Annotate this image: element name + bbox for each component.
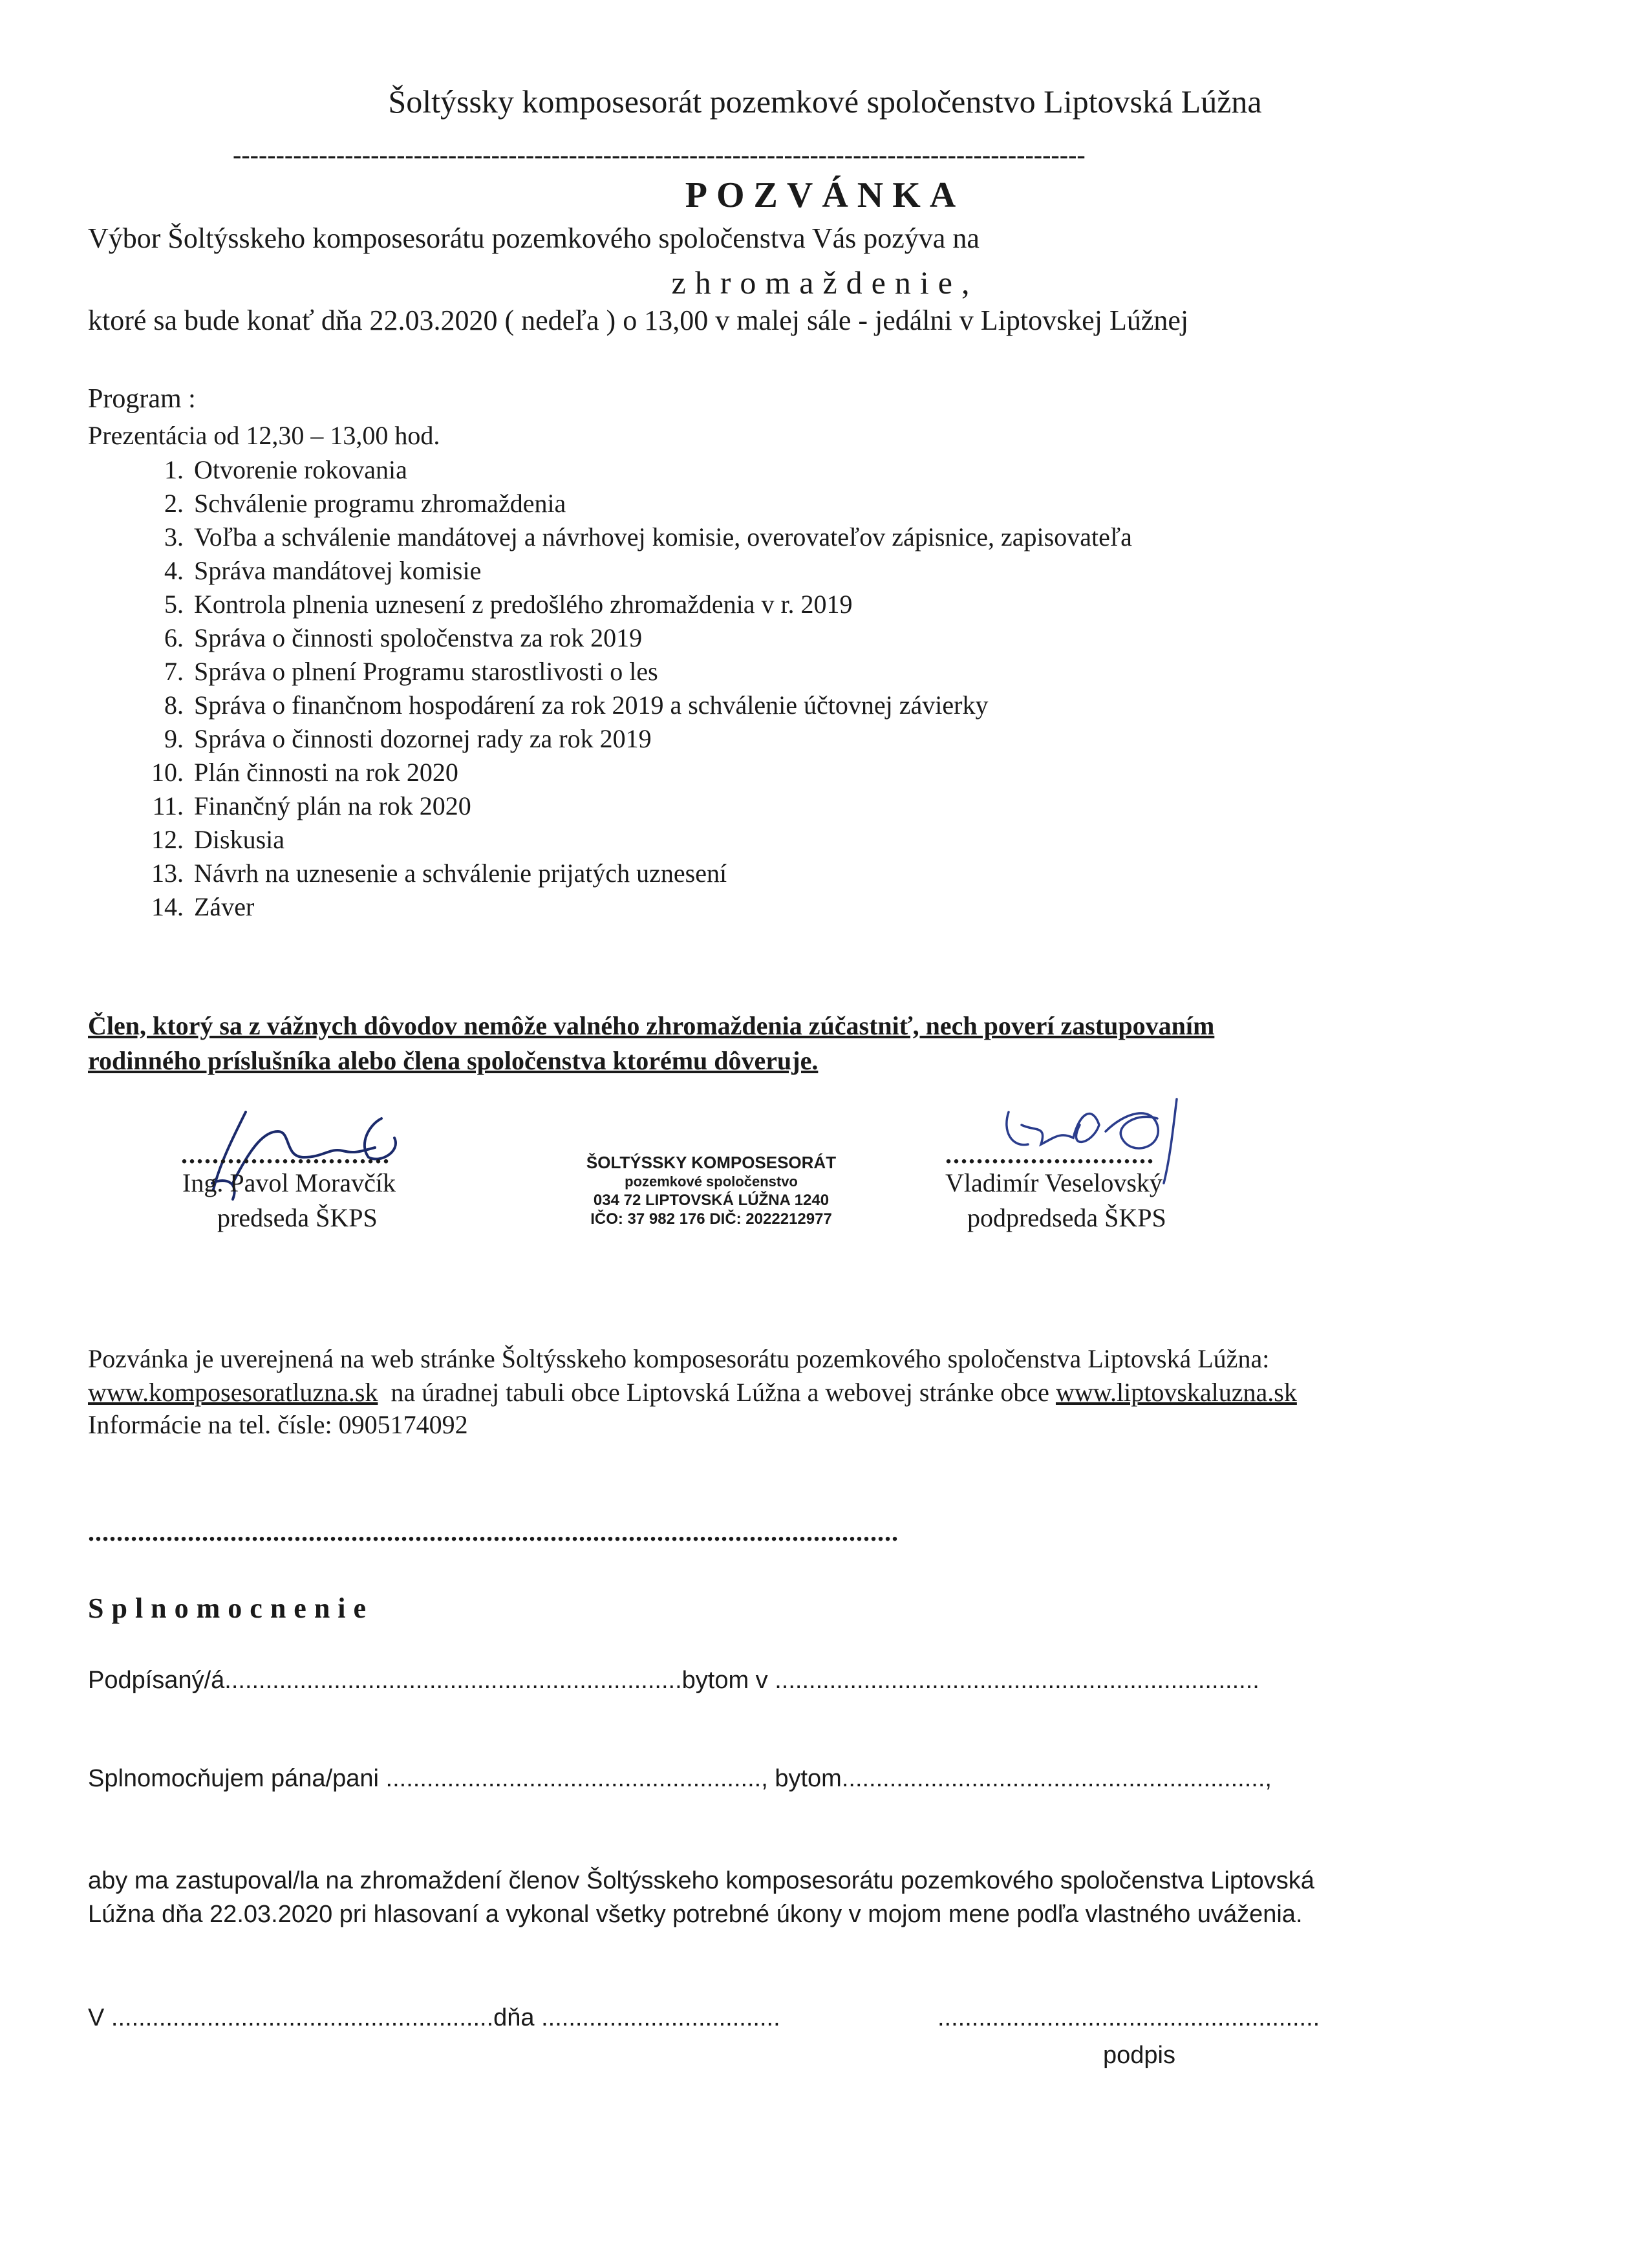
program-item-text: Diskusia [194, 825, 284, 854]
program-item-text: Kontrola plnenia uznesení z predošlého zhromaždenia v r. 2019 [194, 590, 853, 619]
program-item-text: Správa o činnosti dozornej rady za rok 2019 [194, 724, 652, 753]
contact-phone: Informácie na tel. čísle: 0905174092 [88, 1410, 468, 1439]
cut-line-separator: .................................................................................................................. [88, 1517, 899, 1546]
association-website-link[interactable]: www.komposesoratluzna.sk [88, 1378, 378, 1407]
event-word: zhromaždenie, [671, 264, 979, 301]
publication-text: na úradnej tabuli obce Liptovská Lúžna a webovej stránke obce [378, 1378, 1056, 1407]
program-item-text: Správa o plnení Programu starostlivosti o les [194, 657, 658, 686]
chairman-signature-line: ........................... [181, 1140, 391, 1169]
program-item-number: 13. [151, 859, 184, 888]
program-item-text: Finančný plán na rok 2020 [194, 791, 471, 820]
program-item [127, 555, 481, 586]
program-item-number: 1. [164, 455, 184, 484]
date-label: dňa [493, 2004, 535, 2031]
program-item-text: Správa o finančnom hospodárení za rok 2019 a schválenie účtovnej závierky [194, 690, 989, 720]
vice-chairman-name: Vladimír Veselovský [945, 1168, 1162, 1197]
header-divider: --------------------------------------------------------------------------------------------------- [233, 140, 1086, 169]
program-item [127, 757, 458, 787]
program-item [127, 522, 1132, 552]
program-item-text: Otvorenie rokovania [194, 455, 407, 484]
program-item-number: 10. [151, 758, 184, 787]
program-item-number: 11. [152, 791, 184, 820]
program-item [127, 892, 254, 922]
program-item-number: 5. [164, 590, 184, 619]
organization-name: Šoltýssky komposesorát pozemkové spoločenstvo Liptovská Lúžna [388, 83, 1262, 120]
program-item-text: Správa mandátovej komisie [194, 556, 482, 585]
chairman-name: Ing. Pavol Moravčík [182, 1168, 396, 1197]
authorization-text-line: Lúžna dňa 22.03.2020 pri hlasovaní a vykonal všetky potrebné úkony v mojom mene podľa vlastného uváženia. [88, 1901, 1303, 1928]
program-item-number: 6. [164, 623, 184, 652]
program-item-number: 7. [164, 657, 184, 686]
vice-chairman-signature-line: ........................... [945, 1140, 1155, 1169]
event-details: ktoré sa bude konať dňa 22.03.2020 ( nedeľa ) o 13,00 v malej sále - jedálni v Liptovskej Lúžnej [88, 305, 1189, 336]
proxy-residence-label: , bytom [761, 1765, 842, 1792]
program-item-text: Správa o činnosti spoločenstva za rok 2019 [194, 623, 643, 652]
stamp-line: pozemkové spoločenstvo [625, 1173, 798, 1190]
proxy-notice [88, 1009, 1510, 1078]
residence-label: bytom v [681, 1667, 768, 1694]
proxy-row [88, 1765, 1272, 1793]
vice-chairman-role: podpredseda ŠKPS [967, 1203, 1166, 1232]
program-item [127, 858, 727, 888]
program-item-number: 14. [151, 892, 184, 921]
signatory-field[interactable]: ................................................................... [224, 1667, 682, 1694]
signatory-label: Podpísaný/á [88, 1667, 225, 1694]
program-item-text: Schválenie programu zhromaždenia [194, 489, 566, 518]
place-label: V [88, 2004, 105, 2031]
program-item [127, 656, 658, 687]
program-item-text: Voľba a schválenie mandátovej a návrhovej komisie, overovateľov zápisnice, zapisovateľa [194, 522, 1132, 551]
place-field[interactable]: ........................................................ [111, 2004, 494, 2031]
proxy-name-field[interactable]: ....................................................... [385, 1765, 762, 1792]
program-item [127, 488, 566, 519]
program-item-number: 9. [164, 724, 184, 753]
program-item [127, 623, 642, 653]
program-item-number: 4. [164, 556, 184, 585]
program-heading: Program : [88, 384, 196, 414]
program-item [127, 690, 988, 720]
publication-info: Pozvánka je uverejnená na web stránke Šoltýsskeho komposesorátu pozemkového spoločenstva Liptovská Lúžna: [88, 1344, 1270, 1373]
program-item-number: 2. [164, 489, 184, 518]
chairman-role: predseda ŠKPS [217, 1203, 378, 1232]
program-item-text: Plán činnosti na rok 2020 [194, 758, 458, 787]
proxy-notice-line: rodinného príslušníka alebo člena spoločenstva ktorému dôveruje. [88, 1046, 819, 1075]
document-title: POZVÁNKA [685, 175, 965, 215]
organization-stamp [556, 1153, 866, 1228]
program-item [127, 791, 471, 821]
proxy-residence-field[interactable]: .............................................................., [841, 1765, 1272, 1792]
proxy-notice-line: Člen, ktorý sa z vážnych dôvodov nemôže valného zhromaždenia zúčastniť, nech poverí zastupovaním [88, 1011, 1215, 1040]
invitation-intro: Výbor Šoltýsskeho komposesorátu pozemkového spoločenstva Vás pozýva na [88, 222, 980, 254]
program-item [127, 455, 407, 485]
municipality-website-link[interactable]: www.liptovskaluzna.sk [1055, 1378, 1297, 1407]
program-item-number: 3. [164, 522, 184, 551]
program-item [127, 589, 853, 619]
program-item-number: 12. [151, 825, 184, 854]
authorization-text-line: aby ma zastupoval/la na zhromaždení členov Šoltýsskeho komposesorátu pozemkového spoločenstva Liptovská [88, 1867, 1314, 1894]
signatory-row [88, 1667, 1259, 1695]
stamp-line: IČO: 37 982 176 DIČ: 2022212977 [590, 1210, 832, 1228]
signature-field[interactable]: ........................................................ [938, 2004, 1320, 2031]
proxy-label: Splnomocňujem pána/pani [88, 1765, 379, 1792]
place-date-row [88, 2004, 780, 2032]
authorization-title: Splnomocnenie [88, 1592, 374, 1624]
stamp-line: ŠOLTÝSSKY KOMPOSESORÁT [586, 1153, 837, 1172]
program-item-number: 8. [164, 690, 184, 720]
residence-field[interactable]: ....................................................................... [775, 1667, 1259, 1694]
program-item-text: Záver [194, 892, 255, 921]
program-item-text: Návrh na uznesenie a schválenie prijatých uznesení [194, 859, 727, 888]
stamp-line: 034 72 LIPTOVSKÁ LÚŽNA 1240 [593, 1192, 830, 1209]
program-item [127, 723, 652, 754]
signature-label: podpis [1103, 2042, 1175, 2069]
presentation-time: Prezentácia od 12,30 – 13,00 hod. [88, 421, 440, 450]
publication-links [88, 1377, 1297, 1407]
program-item [127, 824, 284, 855]
date-field[interactable]: ................................... [541, 2004, 780, 2031]
